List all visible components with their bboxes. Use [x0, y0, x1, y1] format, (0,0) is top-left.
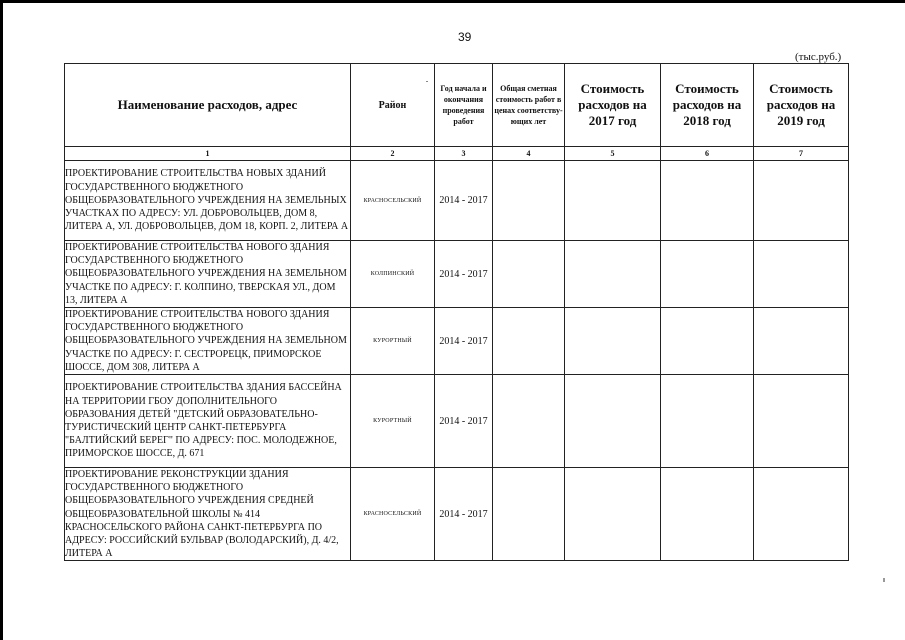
cost-2019-cell: [754, 308, 849, 375]
cost-2018-cell: [661, 375, 754, 468]
header-cost-2017: Стоимость расходов на 2017 год: [565, 64, 661, 147]
column-number: 6: [661, 147, 754, 161]
cost-2018-cell: [661, 468, 754, 561]
header-period: Год начала и окончания проведения работ: [435, 64, 493, 147]
units-label: (тыс.руб.): [795, 51, 842, 63]
estimate-cell: [493, 375, 565, 468]
column-number: 4: [493, 147, 565, 161]
column-number: 5: [565, 147, 661, 161]
estimate-cell: [493, 241, 565, 308]
table-row: [65, 375, 849, 468]
table-row: [65, 161, 849, 241]
table-row: [65, 241, 849, 308]
cost-2017-cell: [565, 375, 661, 468]
district-cell: КРАСНОСЕЛЬСКИЙ: [351, 468, 435, 561]
header-name: Наименование расходов, адрес: [65, 64, 351, 147]
scan-edge-left: [0, 0, 3, 640]
header-row: [65, 64, 849, 147]
expense-name: ПРОЕКТИРОВАНИЕ СТРОИТЕЛЬСТВА ЗДАНИЯ БАССЕЙНА НА ТЕРРИТОРИИ ГБОУ ДОПОЛНИТЕЛЬНОГО ОБРАЗОВАНИЯ ДЕТЕЙ "ДЕТСКИЙ ОБРАЗОВАТЕЛЬНО-ТУРИСТИЧЕСКИЙ ЦЕНТР САНКТ-ПЕТЕРБУРГА "БАЛТИЙСКИЙ БЕРЕГ" ПО АДРЕСУ: ПОС. МОЛОДЕЖНОЕ, ПРИМОРСКОЕ ШОССЕ, Д. 671: [65, 375, 351, 468]
header-cost-2018: Стоимость расходов на 2018 год: [661, 64, 754, 147]
cost-2019-cell: [754, 375, 849, 468]
expense-name: ПРОЕКТИРОВАНИЕ РЕКОНСТРУКЦИИ ЗДАНИЯ ГОСУДАРСТВЕННОГО БЮДЖЕТНОГО ОБЩЕОБРАЗОВАТЕЛЬНОГО УЧРЕЖДЕНИЯ СРЕДНЕЙ ОБЩЕОБРАЗОВАТЕЛЬНОЙ ШКОЛЫ № 414 КРАСНОСЕЛЬСКОГО РАЙОНА САНКТ-ПЕТЕРБУРГА ПО АДРЕСУ: РОССИЙСКИЙ БУЛЬВАР (ВОЛОДАРСКИЙ), Д. 4/2, ЛИТЕРА А: [65, 468, 351, 561]
cost-2018-cell: [661, 241, 754, 308]
district-cell: КУРОРТНЫЙ: [351, 375, 435, 468]
expenses-table: [64, 63, 849, 561]
table-row: [65, 308, 849, 375]
cost-2017-cell: [565, 308, 661, 375]
cost-2017-cell: [565, 241, 661, 308]
estimate-cell: [493, 161, 565, 241]
header-cost-2019: Стоимость расходов на 2019 год: [754, 64, 849, 147]
scan-mark: [426, 81, 428, 82]
cost-2018-cell: [661, 161, 754, 241]
expense-name: ПРОЕКТИРОВАНИЕ СТРОИТЕЛЬСТВА НОВОГО ЗДАНИЯ ГОСУДАРСТВЕННОГО БЮДЖЕТНОГО ОБЩЕОБРАЗОВАТЕЛЬНОГО УЧРЕЖДЕНИЯ НА ЗЕМЕЛЬНОМ УЧАСТКЕ ПО АДРЕСУ: Г. СЕСТРОРЕЦК, ПРИМОРСКОЕ ШОССЕ, ДОМ 308, ЛИТЕРА А: [65, 308, 351, 375]
estimate-cell: [493, 308, 565, 375]
column-number-row: [65, 147, 849, 161]
period-cell: 2014 - 2017: [435, 468, 493, 561]
cost-2019-cell: [754, 241, 849, 308]
cost-2019-cell: [754, 161, 849, 241]
period-cell: 2014 - 2017: [435, 241, 493, 308]
expense-name: ПРОЕКТИРОВАНИЕ СТРОИТЕЛЬСТВА НОВЫХ ЗДАНИЙ ГОСУДАРСТВЕННОГО БЮДЖЕТНОГО ОБЩЕОБРАЗОВАТЕЛЬНОГО УЧРЕЖДЕНИЯ НА ЗЕМЕЛЬНЫХ УЧАСТКАХ ПО АДРЕСУ: УЛ. ДОБРОВОЛЬЦЕВ, ДОМ 8, ЛИТЕРА А, УЛ. ДОБРОВОЛЬЦЕВ, ДОМ 18, КОРП. 2, ЛИТЕРА А: [65, 161, 351, 241]
cost-2019-cell: [754, 468, 849, 561]
scan-edge-top: [0, 0, 905, 3]
expense-name: ПРОЕКТИРОВАНИЕ СТРОИТЕЛЬСТВА НОВОГО ЗДАНИЯ ГОСУДАРСТВЕННОГО БЮДЖЕТНОГО ОБЩЕОБРАЗОВАТЕЛЬНОГО УЧРЕЖДЕНИЯ НА ЗЕМЕЛЬНОМ УЧАСТКЕ ПО АДРЕСУ: Г. КОЛПИНО, ТВЕРСКАЯ УЛ., ДОМ 13, ЛИТЕРА А: [65, 241, 351, 308]
estimate-cell: [493, 468, 565, 561]
period-cell: 2014 - 2017: [435, 161, 493, 241]
cost-2017-cell: [565, 161, 661, 241]
page-number: 39: [458, 30, 472, 44]
scan-mark: [883, 578, 885, 582]
column-number: 2: [351, 147, 435, 161]
cost-2017-cell: [565, 468, 661, 561]
header-estimate: Общая сметная стоимость работ в ценах соответству-ющих лет: [493, 64, 565, 147]
header-district: Район: [351, 64, 435, 147]
district-cell: КУРОРТНЫЙ: [351, 308, 435, 375]
cost-2018-cell: [661, 308, 754, 375]
column-number: 7: [754, 147, 849, 161]
column-number: 1: [65, 147, 351, 161]
period-cell: 2014 - 2017: [435, 308, 493, 375]
period-cell: 2014 - 2017: [435, 375, 493, 468]
table-row: [65, 468, 849, 561]
district-cell: КОЛПИНСКИЙ: [351, 241, 435, 308]
column-number: 3: [435, 147, 493, 161]
district-cell: КРАСНОСЕЛЬСКИЙ: [351, 161, 435, 241]
